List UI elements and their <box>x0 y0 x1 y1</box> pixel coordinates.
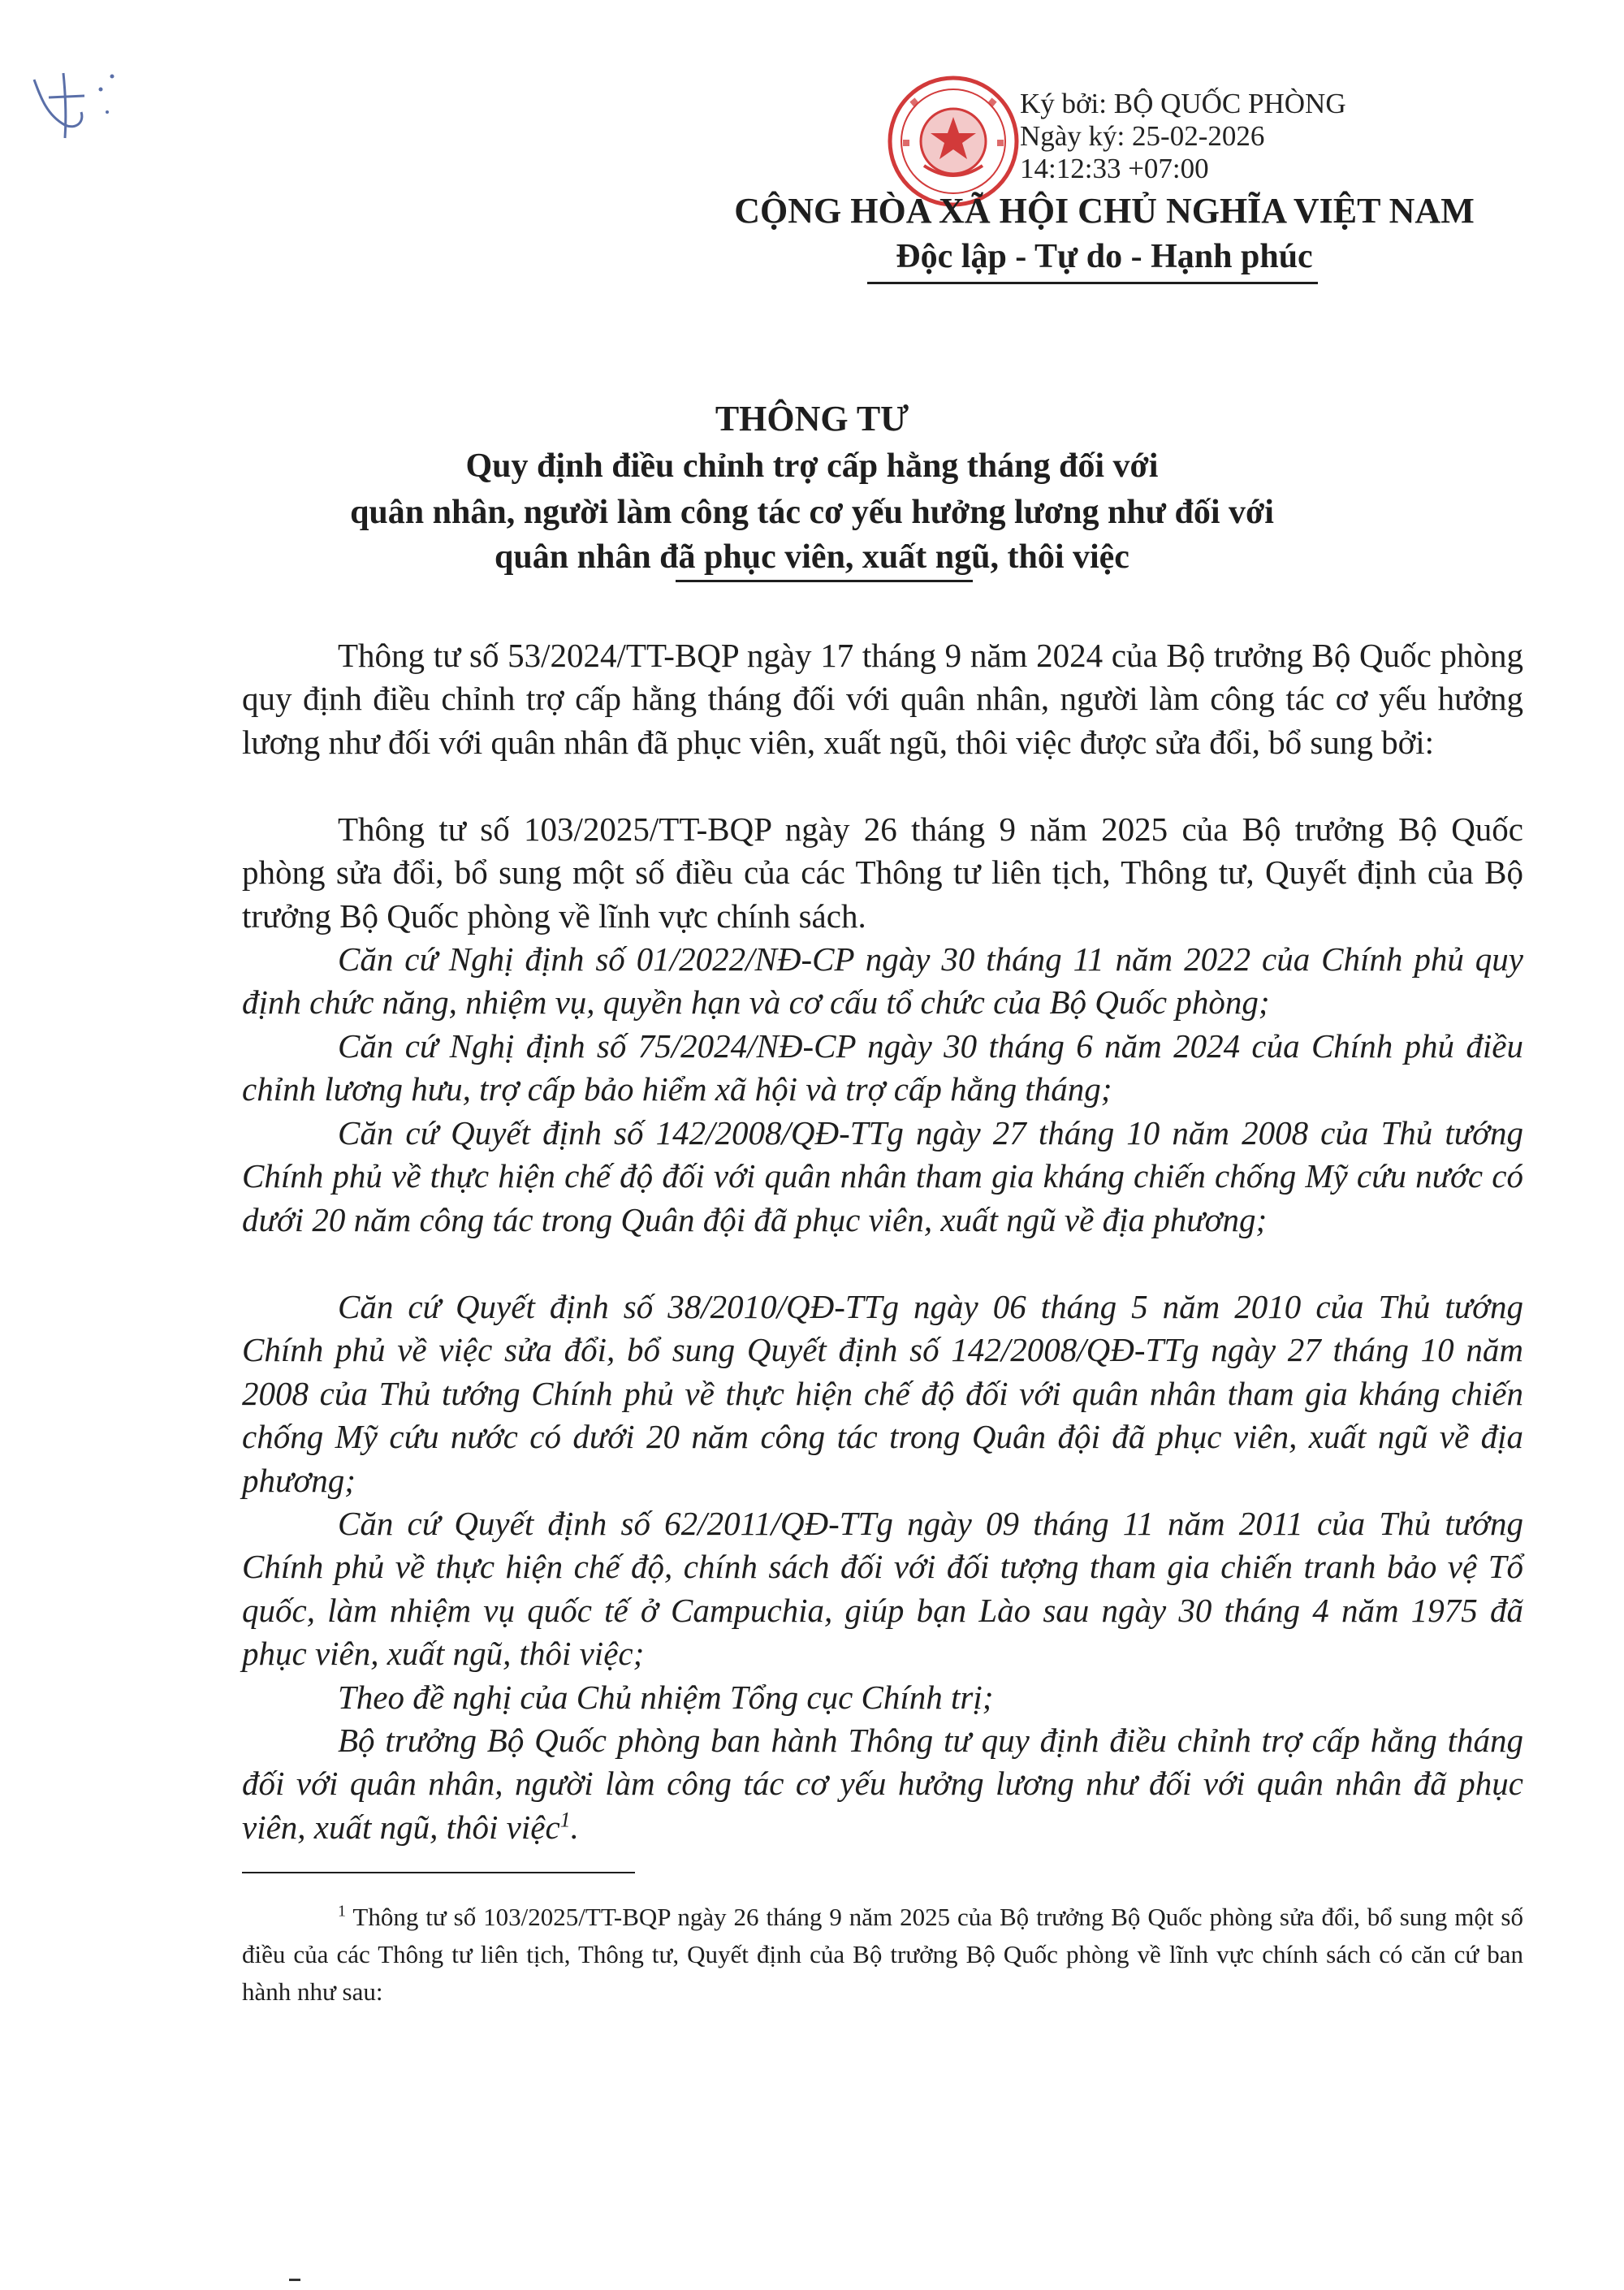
motto-underline <box>867 282 1318 284</box>
signed-by: Ký bởi: BỘ QUỐC PHÒNG <box>1020 88 1346 119</box>
footnote-separator <box>242 1872 635 1873</box>
issuance-end: . <box>570 1808 579 1846</box>
footnote <box>242 1899 1523 2011</box>
footnote-reference[interactable]: 1 <box>559 1808 571 1832</box>
paragraph-legal-basis-2: Căn cứ Nghị định số 75/2024/NĐ-CP ngày 30 tháng 6 năm 2024 của Chính phủ điều chỉnh lương hưu, trợ cấp bảo hiểm xã hội và trợ cấp hằng tháng; <box>242 1027 1523 1108</box>
sign-date: Ngày ký: 25-02-2026 <box>1020 120 1265 152</box>
paragraph-legal-basis-4: Căn cứ Quyết định số 38/2010/QĐ-TTg ngày 06 tháng 5 năm 2010 của Thủ tướng Chính phủ về việc sửa đổi, bổ sung Quyết định số 142/2008/QĐ-TTg ngày 27 tháng 10 năm 2008 của Thủ tướng Chính phủ về thực hiện chế độ đối với quân nhân tham gia kháng chiến chống Mỹ cứu nước có dưới 20 năm công tác trong Quân đội đã phục viên, xuất ngũ về địa phương; <box>242 1288 1523 1499</box>
paragraph-proposal: Theo đề nghị của Chủ nhiệm Tổng cục Chính trị; <box>338 1679 994 1716</box>
paragraph-amending-circular: Thông tư số 103/2025/TT-BQP ngày 26 tháng 9 năm 2025 của Bộ trưởng Bộ Quốc phòng sửa đổi, bổ sung một số điều của các Thông tư liên tịch, Thông tư, Quyết định của Bộ trưởng Bộ Quốc phòng về lĩnh vực chính sách. <box>242 810 1523 935</box>
paragraph-legal-basis-5: Căn cứ Quyết định số 62/2011/QĐ-TTg ngày 09 tháng 11 năm 2011 của Thủ tướng Chính phủ về thực hiện chế độ, chính sách đối với đối tượng tham gia chiến tranh bảo vệ Tổ quốc, làm nhiệm vụ quốc tế ở Campuchia, giúp bạn Lào sau ngày 30 tháng 4 năm 1975 đã phục viên, xuất ngũ, thôi việc; <box>242 1505 1523 1673</box>
document-type: THÔNG TƯ <box>715 399 909 439</box>
digital-signature-block <box>1020 88 1346 185</box>
sign-time: 14:12:33 +07:00 <box>1020 153 1209 184</box>
national-motto: Độc lập - Tự do - Hạnh phúc <box>896 238 1313 275</box>
national-name: CỘNG HÒA XÃ HỘI CHỦ NGHĨA VIỆT NAM <box>734 191 1475 231</box>
title-underline <box>676 580 973 582</box>
handwritten-mark-icon <box>16 49 130 162</box>
paragraph-amendment-basis: Thông tư số 53/2024/TT-BQP ngày 17 tháng 9 năm 2024 của Bộ trưởng Bộ Quốc phòng quy định điều chỉnh trợ cấp hằng tháng đối với quân nhân, người làm công tác cơ yếu hưởng lương như đối với quân nhân đã phục viên, xuất ngũ, thôi việc được sửa đổi, bổ sung bởi: <box>242 637 1523 761</box>
title-line-1: Quy định điều chỉnh trợ cấp hằng tháng đối với <box>465 447 1159 485</box>
footnote-marker: 1 <box>338 1902 346 1921</box>
paragraph-legal-basis-3: Căn cứ Quyết định số 142/2008/QĐ-TTg ngày 27 tháng 10 năm 2008 của Thủ tướng Chính phủ về thực hiện chế độ đối với quân nhân tham gia kháng chiến chống Mỹ cứu nước có dưới 20 năm công tác trong Quân đội đã phục viên, xuất ngũ về địa phương; <box>242 1114 1523 1238</box>
paragraph-issuance <box>242 1719 1523 1849</box>
paragraph-legal-basis-1: Căn cứ Nghị định số 01/2022/NĐ-CP ngày 30 tháng 11 năm 2022 của Chính phủ quy định chức năng, nhiệm vụ, quyền hạn và cơ cấu tổ chức của Bộ Quốc phòng; <box>242 940 1523 1022</box>
title-line-3: quân nhân đã phục viên, xuất ngũ, thôi việc <box>495 538 1129 576</box>
scan-artifact-mark <box>289 2279 300 2281</box>
footnote-text: Thông tư số 103/2025/TT-BQP ngày 26 tháng 9 năm 2025 của Bộ trưởng Bộ Quốc phòng sửa đổi, bổ sung một số điều của các Thông tư liên tịch, Thông tư, Quyết định của Bộ trưởng Bộ Quốc phòng về lĩnh vực chính sách có căn cứ ban hành như sau: <box>242 1903 1523 2006</box>
issuance-text: Bộ trưởng Bộ Quốc phòng ban hành Thông tư quy định điều chỉnh trợ cấp hằng tháng đối với quân nhân, người làm công tác cơ yếu hưởng lương như đối với quân nhân đã phục viên, xuất ngũ, thôi việc <box>242 1722 1523 1846</box>
title-line-2: quân nhân, người làm công tác cơ yếu hưởng lương như đối với <box>350 494 1274 531</box>
